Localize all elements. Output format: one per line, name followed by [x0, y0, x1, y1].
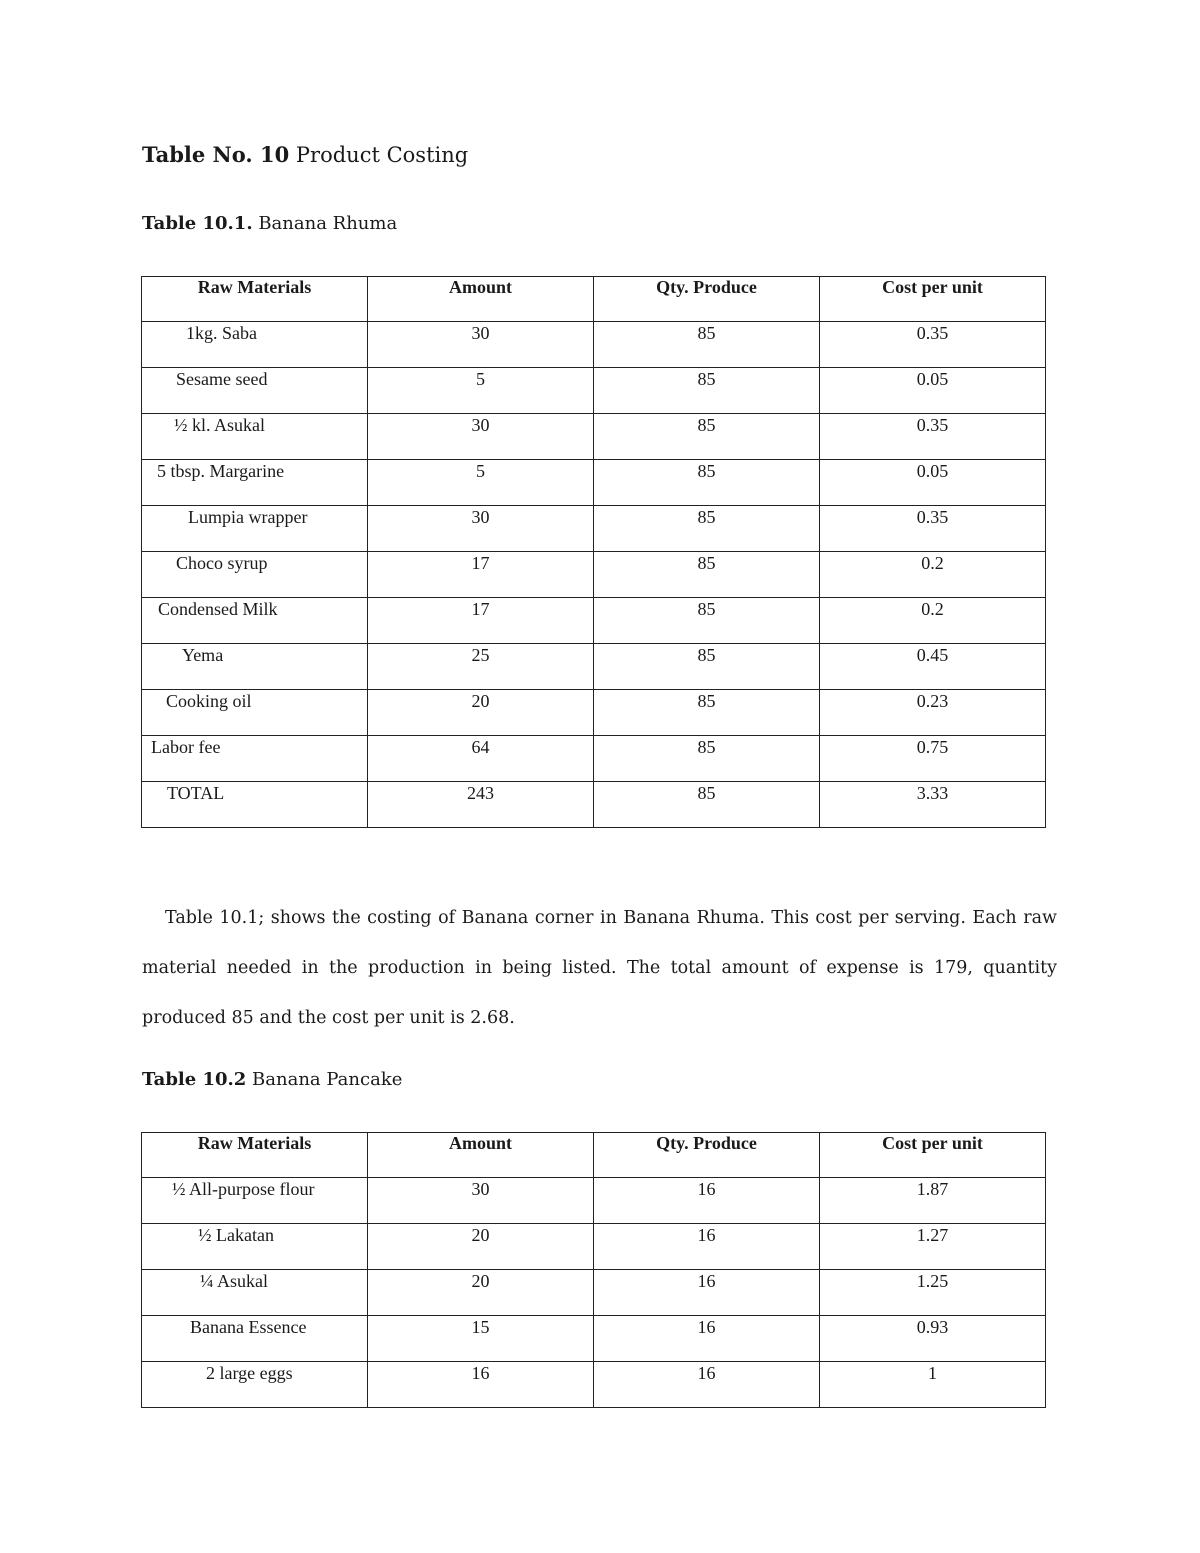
- cost-cell: [820, 1362, 1046, 1408]
- material-cell: [142, 368, 368, 414]
- cell-value: 5 tbsp. Margarine: [157, 461, 285, 481]
- cell-value: Banana Essence: [190, 1317, 307, 1337]
- cell-value: 20: [471, 1271, 490, 1291]
- cell-value: 85: [697, 507, 716, 527]
- cell-value: 16: [697, 1317, 716, 1337]
- cost-cell: [820, 782, 1046, 828]
- amount-cell: [368, 506, 594, 552]
- amount-cell: [368, 368, 594, 414]
- cell-value: Yema: [182, 645, 224, 665]
- table-row: [142, 1270, 1046, 1316]
- material-cell: [142, 1316, 368, 1362]
- cell-value: 85: [697, 553, 716, 573]
- material-cell: [142, 736, 368, 782]
- material-cell: [142, 414, 368, 460]
- cell-value: 16: [697, 1179, 716, 1199]
- cell-value: 243: [467, 783, 494, 803]
- cell-value: 0.23: [916, 691, 949, 711]
- cell-value: 30: [471, 507, 490, 527]
- cell-value: 15: [471, 1317, 490, 1337]
- cell-value: 1kg. Saba: [186, 323, 257, 343]
- cost-cell: [820, 690, 1046, 736]
- cell-value: 2 large eggs: [206, 1363, 293, 1383]
- cell-value: 0.35: [916, 415, 949, 435]
- table1-header: [142, 277, 1046, 322]
- cost-cell: [820, 644, 1046, 690]
- cell-value: TOTAL: [167, 783, 225, 803]
- cell-value: 0.05: [916, 461, 949, 481]
- qty-cell: [594, 414, 820, 460]
- cell-value: ¼ Asukal: [200, 1271, 269, 1291]
- material-cell: [142, 460, 368, 506]
- column-header-label: Cost per unit: [882, 277, 983, 297]
- material-cell: [142, 1362, 368, 1408]
- amount-cell: [368, 1362, 594, 1408]
- cell-value: 85: [697, 323, 716, 343]
- table-row: [142, 1362, 1046, 1408]
- cell-value: Condensed Milk: [158, 599, 278, 619]
- column-header: [368, 277, 594, 322]
- table2-caption-number: Table 10.2: [142, 1069, 247, 1090]
- cell-value: 85: [697, 415, 716, 435]
- column-header-label: Qty. Produce: [656, 277, 757, 297]
- amount-cell: [368, 1270, 594, 1316]
- cell-value: 85: [697, 599, 716, 619]
- cost-cell: [820, 460, 1046, 506]
- cell-value: ½ kl. Asukal: [174, 415, 266, 435]
- cost-cell: [820, 1316, 1046, 1362]
- table-row: [142, 368, 1046, 414]
- qty-cell: [594, 644, 820, 690]
- material-cell: [142, 782, 368, 828]
- amount-cell: [368, 598, 594, 644]
- table1-body: [142, 322, 1046, 828]
- column-header-label: Amount: [448, 1133, 512, 1153]
- cell-value: 16: [697, 1225, 716, 1245]
- cell-value: 0.93: [916, 1317, 949, 1337]
- cell-value: 16: [697, 1363, 716, 1383]
- table-row: [142, 736, 1046, 782]
- cost-cell: [820, 598, 1046, 644]
- column-header-label: Raw Materials: [197, 277, 312, 297]
- cell-value: 1.25: [916, 1271, 949, 1291]
- banana-pancake-table: [141, 1132, 1046, 1408]
- column-header: [142, 1133, 368, 1178]
- cell-value: 0.05: [916, 369, 949, 389]
- qty-cell: [594, 736, 820, 782]
- cell-value: 3.33: [916, 783, 949, 803]
- cell-value: Sesame seed: [176, 369, 268, 389]
- table-row: [142, 598, 1046, 644]
- amount-cell: [368, 322, 594, 368]
- table2-header: [142, 1133, 1046, 1178]
- table-row: [142, 552, 1046, 598]
- column-header: [820, 1133, 1046, 1178]
- column-header-label: Raw Materials: [197, 1133, 312, 1153]
- cell-value: 5: [476, 369, 485, 389]
- table1-caption-text: Banana Rhuma: [252, 213, 398, 234]
- table1-caption: [142, 213, 397, 234]
- table-row: [142, 644, 1046, 690]
- column-header: [142, 277, 368, 322]
- qty-cell: [594, 460, 820, 506]
- cost-cell: [820, 414, 1046, 460]
- banana-rhuma-table: [141, 276, 1046, 828]
- amount-cell: [368, 736, 594, 782]
- cell-value: 64: [471, 737, 490, 757]
- column-header: [820, 277, 1046, 322]
- table-row: [142, 782, 1046, 828]
- material-cell: [142, 598, 368, 644]
- material-cell: [142, 690, 368, 736]
- cell-value: Cooking oil: [166, 691, 252, 711]
- cell-value: 17: [471, 553, 490, 573]
- amount-cell: [368, 552, 594, 598]
- table2-body: [142, 1178, 1046, 1408]
- cell-value: 30: [471, 415, 490, 435]
- cell-value: 0.35: [916, 507, 949, 527]
- cell-value: 0.35: [916, 323, 949, 343]
- column-header: [594, 1133, 820, 1178]
- column-header: [594, 277, 820, 322]
- table1-description: Table 10.1; shows the costing of Banana corner in Banana Rhuma. This cost per serving. Each raw material needed in the production in being listed. The total amount of expense is 179, quantity produced 85 and the cost per unit is 2.68.: [142, 908, 1057, 1028]
- table2-caption-text: Banana Pancake: [246, 1069, 403, 1090]
- material-cell: [142, 552, 368, 598]
- table-row: [142, 506, 1046, 552]
- table-row: [142, 1178, 1046, 1224]
- cost-cell: [820, 1270, 1046, 1316]
- cell-value: 1.87: [916, 1179, 949, 1199]
- qty-cell: [594, 506, 820, 552]
- table1-caption-number: Table 10.1.: [142, 213, 253, 234]
- column-header-label: Cost per unit: [882, 1133, 983, 1153]
- cell-value: 17: [471, 599, 490, 619]
- qty-cell: [594, 1362, 820, 1408]
- cost-cell: [820, 322, 1046, 368]
- amount-cell: [368, 1224, 594, 1270]
- cost-cell: [820, 368, 1046, 414]
- page-title: [142, 142, 468, 167]
- qty-cell: [594, 1178, 820, 1224]
- table-row: [142, 414, 1046, 460]
- cell-value: 16: [697, 1271, 716, 1291]
- cell-value: Choco syrup: [176, 553, 268, 573]
- qty-cell: [594, 690, 820, 736]
- table-header-row: [142, 277, 1046, 322]
- cost-cell: [820, 552, 1046, 598]
- amount-cell: [368, 782, 594, 828]
- material-cell: [142, 506, 368, 552]
- table-header-row: [142, 1133, 1046, 1178]
- column-header-label: Qty. Produce: [656, 1133, 757, 1153]
- amount-cell: [368, 414, 594, 460]
- cost-cell: [820, 1178, 1046, 1224]
- material-cell: [142, 1270, 368, 1316]
- amount-cell: [368, 1178, 594, 1224]
- qty-cell: [594, 1316, 820, 1362]
- cell-value: 20: [471, 691, 490, 711]
- cell-value: 85: [697, 369, 716, 389]
- cell-value: 20: [471, 1225, 490, 1245]
- cell-value: 85: [697, 461, 716, 481]
- amount-cell: [368, 644, 594, 690]
- qty-cell: [594, 1270, 820, 1316]
- page-title-number: Table No. 10: [142, 142, 290, 167]
- qty-cell: [594, 322, 820, 368]
- cost-cell: [820, 506, 1046, 552]
- page-title-text: Product Costing: [289, 143, 469, 167]
- cell-value: 85: [697, 737, 716, 757]
- table-row: [142, 690, 1046, 736]
- column-header-label: Amount: [448, 277, 512, 297]
- cell-value: Labor fee: [151, 737, 221, 757]
- qty-cell: [594, 552, 820, 598]
- cell-value: 30: [471, 1179, 490, 1199]
- cell-value: 85: [697, 691, 716, 711]
- cell-value: 1: [928, 1363, 937, 1383]
- cell-value: 0.2: [921, 599, 944, 619]
- material-cell: [142, 1224, 368, 1270]
- cell-value: 16: [471, 1363, 490, 1383]
- table-row: [142, 322, 1046, 368]
- table2-caption: [142, 1069, 402, 1090]
- material-cell: [142, 322, 368, 368]
- qty-cell: [594, 782, 820, 828]
- cell-value: Lumpia wrapper: [188, 507, 308, 527]
- cell-value: 85: [697, 783, 716, 803]
- cost-cell: [820, 736, 1046, 782]
- qty-cell: [594, 598, 820, 644]
- cell-value: 5: [476, 461, 485, 481]
- column-header: [368, 1133, 594, 1178]
- cell-value: 1.27: [916, 1225, 949, 1245]
- cell-value: 0.45: [916, 645, 949, 665]
- cell-value: ½ All-purpose flour: [172, 1179, 315, 1199]
- material-cell: [142, 644, 368, 690]
- table-row: [142, 460, 1046, 506]
- material-cell: [142, 1178, 368, 1224]
- cell-value: ½ Lakatan: [198, 1225, 274, 1245]
- qty-cell: [594, 368, 820, 414]
- cell-value: 25: [471, 645, 490, 665]
- table-row: [142, 1316, 1046, 1362]
- cost-cell: [820, 1224, 1046, 1270]
- table-row: [142, 1224, 1046, 1270]
- cell-value: 0.75: [916, 737, 949, 757]
- cell-value: 30: [471, 323, 490, 343]
- qty-cell: [594, 1224, 820, 1270]
- amount-cell: [368, 690, 594, 736]
- cell-value: 0.2: [921, 553, 944, 573]
- cell-value: 85: [697, 645, 716, 665]
- amount-cell: [368, 1316, 594, 1362]
- amount-cell: [368, 460, 594, 506]
